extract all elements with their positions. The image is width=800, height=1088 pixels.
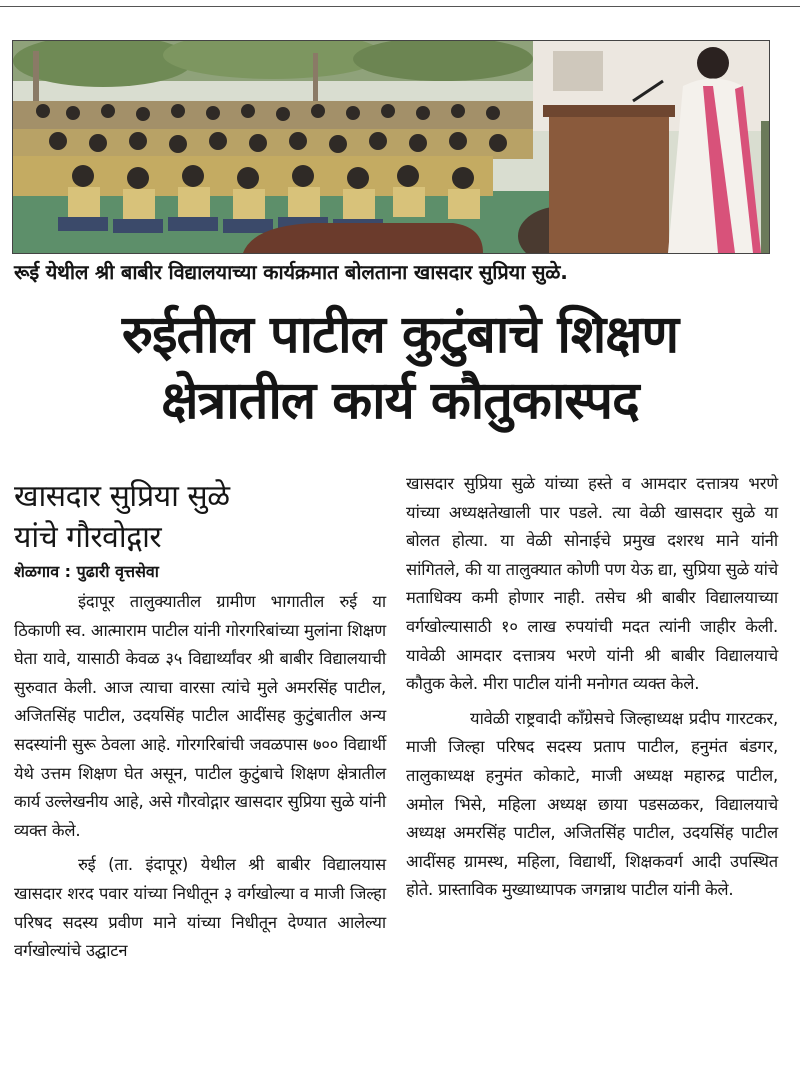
headline: [0, 302, 800, 434]
subheadline: [14, 476, 386, 558]
headline-line-1: रुईतील पाटील कुटुंबाचे शिक्षण: [121, 305, 679, 365]
news-photo: [12, 40, 770, 254]
left-paragraph-2: रुई (ता. इंदापूर) येथील श्री बाबीर विद्यालयास खासदार शरद पवार यांच्या निधीतून ३ वर्गखोल्या व माजी जिल्हा परिषद सदस्य प्रवीण माने यांच्या निधीतून देण्यात आलेल्या वर्गखोल्यांचे उद्घाटन: [14, 855, 386, 961]
top-rule: [0, 6, 800, 7]
right-column: [406, 470, 778, 905]
dateline: शेळगाव : पुढारी वृत्तसेवा: [14, 562, 159, 581]
right-paragraph-1: खासदार सुप्रिया सुळे यांच्या हस्ते व आमदार दत्तात्रय भरणे यांच्या अध्यक्षतेखाली पार पडले. त्या वेळी खासदार सुळे या बोलत होत्या. या वेळी सोनाईचे प्रमुख दशरथ माने यांनी सांगितले, की या तालुक्यात कोणी पण येऊ द्या, सुप्रिया सुळे यांचे मताधिक्य कमी होणार नाही. तसेच श्री बाबीर विद्यालयाच्या वर्गखोल्यासाठी १० लाख रुपयांची मदत त्यांनी जाहीर केली. यावेळी आमदार दत्तात्रय भरणे यांनी श्री बाबीर विद्यालयाचे कौतुक केले. मीरा पाटील यांनी मनोगत व्यक्त केले.: [406, 474, 778, 694]
subheadline-line-1: खासदार सुप्रिया सुळे: [14, 479, 230, 514]
left-paragraph-1: इंदापूर तालुक्यातील ग्रामीण भागातील रुई या ठिकाणी स्व. आत्माराम पाटील यांनी गोरगरिबांच्या मुलांना शिक्षण घेता यावे, यासाठी केवळ ३५ विद्यार्थ्यांवर श्री बाबीर विद्यालयाची सुरुवात केली. आज त्याचा वारसा त्यांचे मुले अमरसिंह पाटील, अजितसिंह पाटील, उदयसिंह पाटील आदींसह कुटुंबातील अन्य सदस्यांनी सुरू ठेवला आहे. गोरगरिबांची जवळपास ७०० विद्यार्थी येथे उत्तम शिक्षण घेत असून, पाटील कुटुंबाचे शिक्षण क्षेत्रातील कार्य उल्लेखनीय आहे, असे गौरवोद्गार खासदार सुप्रिया सुळे यांनी व्यक्त केले.: [14, 592, 386, 840]
headline-line-2: क्षेत्रातील कार्य कौतुकास्पद: [161, 371, 639, 431]
right-paragraph-2: यावेळी राष्ट्रवादी काँग्रेसचे जिल्हाध्यक्ष प्रदीप गारटकर, माजी जिल्हा परिषद सदस्य प्रताप पाटील, हनुमंत बंडगर, तालुकाध्यक्ष हनुमंत कोकाटे, माजी अध्यक्ष महारुद्र पाटील, अमोल भिसे, महिला अध्यक्ष छाया पडसळकर, विद्यालयाचे अध्यक्ष अमरसिंह पाटील, अजितसिंह पाटील, उदयसिंह पाटील आदींसह ग्रामस्थ, महिला, विद्यार्थी, शिक्षकवर्ग आदी उपस्थित होते. प्रास्ताविक मुख्याध्यापक जगन्नाथ पाटील यांनी केले.: [406, 708, 778, 900]
photo-caption: रूई येथील श्री बाबीर विद्यालयाच्या कार्यक्रमात बोलताना खासदार सुप्रिया सुळे.: [14, 260, 568, 284]
subheadline-line-2: यांचे गौरवोद्गार: [14, 520, 162, 555]
left-column: [14, 470, 386, 966]
